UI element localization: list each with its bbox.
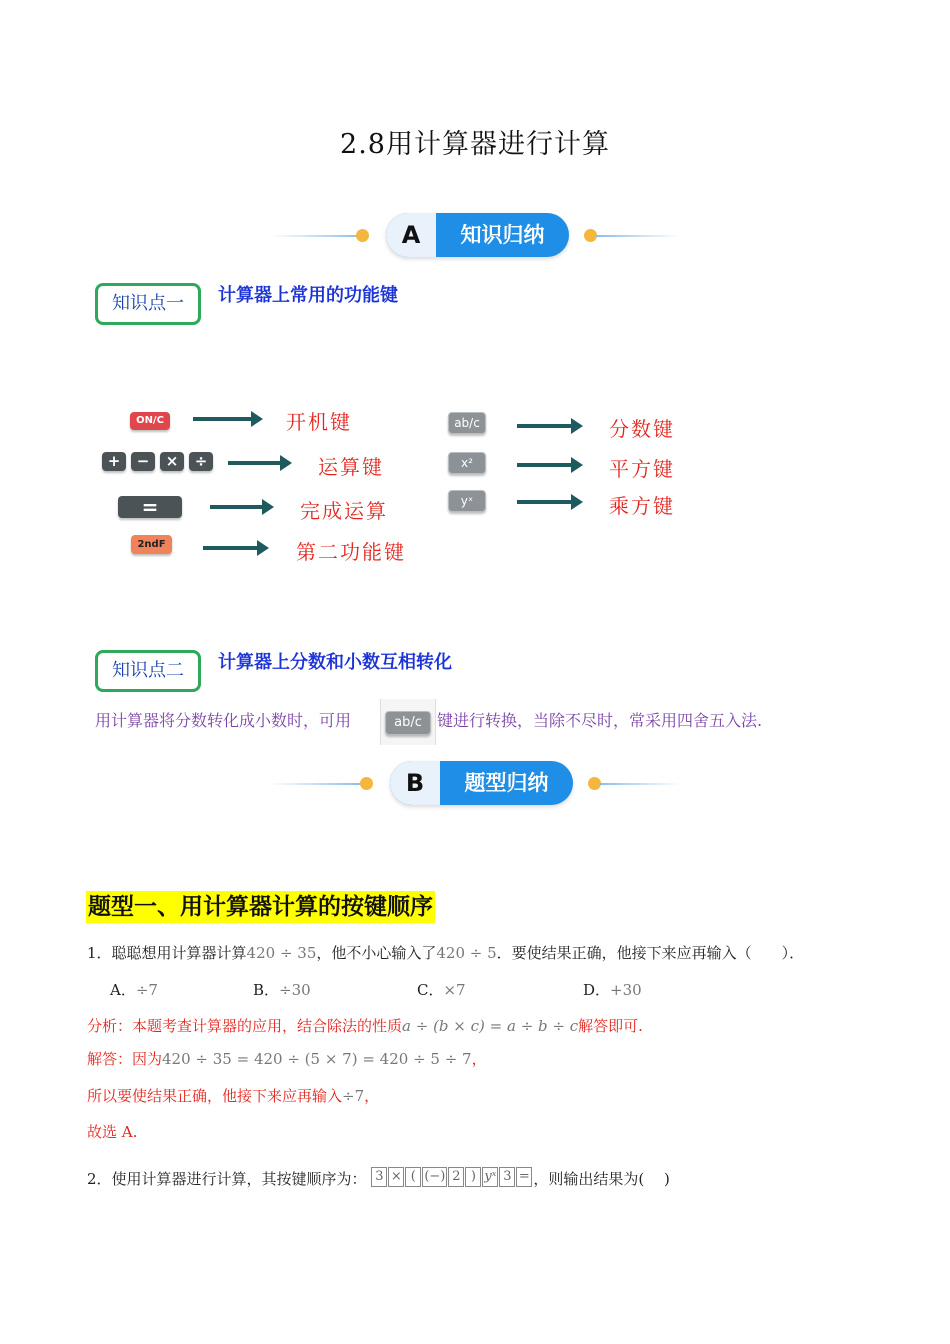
- solution-line-2: 所以要使结果正确，他接下来应再输入÷7，: [87, 1087, 380, 1105]
- operation-keys-icon: + − × ÷: [102, 452, 214, 472]
- section-heading-1: 题型一、用计算器计算的按键顺序: [86, 891, 435, 923]
- key-label-power: 乘方键: [609, 494, 675, 518]
- section-banner-knowledge: A 知识归纳: [270, 213, 680, 259]
- equals-key-icon: =: [118, 496, 182, 518]
- knowledge-point-2-title: 计算器上分数和小数互相转化: [218, 652, 452, 673]
- option-b: B．÷30: [253, 981, 311, 999]
- key-label-fraction: 分数键: [609, 417, 675, 441]
- arrow-icon: [210, 505, 264, 509]
- analysis-text: 分析：本题考查计算器的应用，结合除法的性质a ÷ (b × c) = a ÷ b ÷ c解答即可.: [87, 1017, 643, 1035]
- arrow-icon: [228, 461, 282, 465]
- square-key-icon: x²: [448, 452, 486, 474]
- arrow-icon: [203, 546, 259, 550]
- key-label-on: 开机键: [286, 410, 352, 434]
- key-label-square: 平方键: [609, 457, 675, 481]
- page-title: 2.8用计算器进行计算: [340, 129, 610, 160]
- knowledge-point-2-box: 知识点二: [95, 650, 201, 692]
- knowledge-point-1-title: 计算器上常用的功能键: [218, 285, 398, 306]
- key-label-second-function: 第二功能键: [296, 540, 406, 564]
- question-1: 1．聪聪想用计算器计算420 ÷ 35，他不小心输入了420 ÷ 5．要使结果正确，他接下来应再输入（ ）．: [87, 944, 805, 962]
- key-sequence: 3 × ( (−) 2 ) yˣ 3 =: [371, 1167, 533, 1187]
- banner-dot-left: [356, 229, 369, 242]
- arrow-icon: [517, 463, 573, 467]
- section-banner-question-types: B 题型归纳: [270, 761, 680, 807]
- option-a: A．÷7: [110, 981, 158, 999]
- fraction-key-icon: ab/c: [448, 412, 486, 434]
- fraction-key-icon: ab/c: [380, 699, 436, 745]
- question-2: 2．使用计算器进行计算，其按键顺序为： 3 × ( (−) 2 ) yˣ 3 = ，则输出结果为( ): [87, 1169, 670, 1188]
- arrow-icon: [517, 500, 573, 504]
- second-function-key-icon: 2ndF: [131, 535, 172, 554]
- knowledge-point-2-text: 用计算器将分数转化成小数时，可用: [95, 711, 352, 730]
- arrow-icon: [517, 424, 573, 428]
- power-key-icon: yˣ: [448, 490, 486, 512]
- option-c: C．×7: [417, 981, 466, 999]
- on-c-key-icon: ON/C: [130, 412, 170, 430]
- option-d: D．+30: [583, 981, 642, 999]
- solution-text: 解答：因为420 ÷ 35 = 420 ÷ (5 × 7) = 420 ÷ 5 ÷ 7，: [87, 1050, 487, 1068]
- arrow-icon: [193, 417, 253, 421]
- key-label-equals: 完成运算: [300, 499, 388, 523]
- knowledge-point-1-box: 知识点一: [95, 283, 201, 325]
- answer-choice: 故选 A.: [87, 1123, 138, 1141]
- banner-dot-left: [360, 777, 373, 790]
- knowledge-point-2-text-end: 键进行转换，当除不尽时，常采用四舍五入法.: [437, 711, 763, 730]
- key-label-operation: 运算键: [318, 455, 384, 479]
